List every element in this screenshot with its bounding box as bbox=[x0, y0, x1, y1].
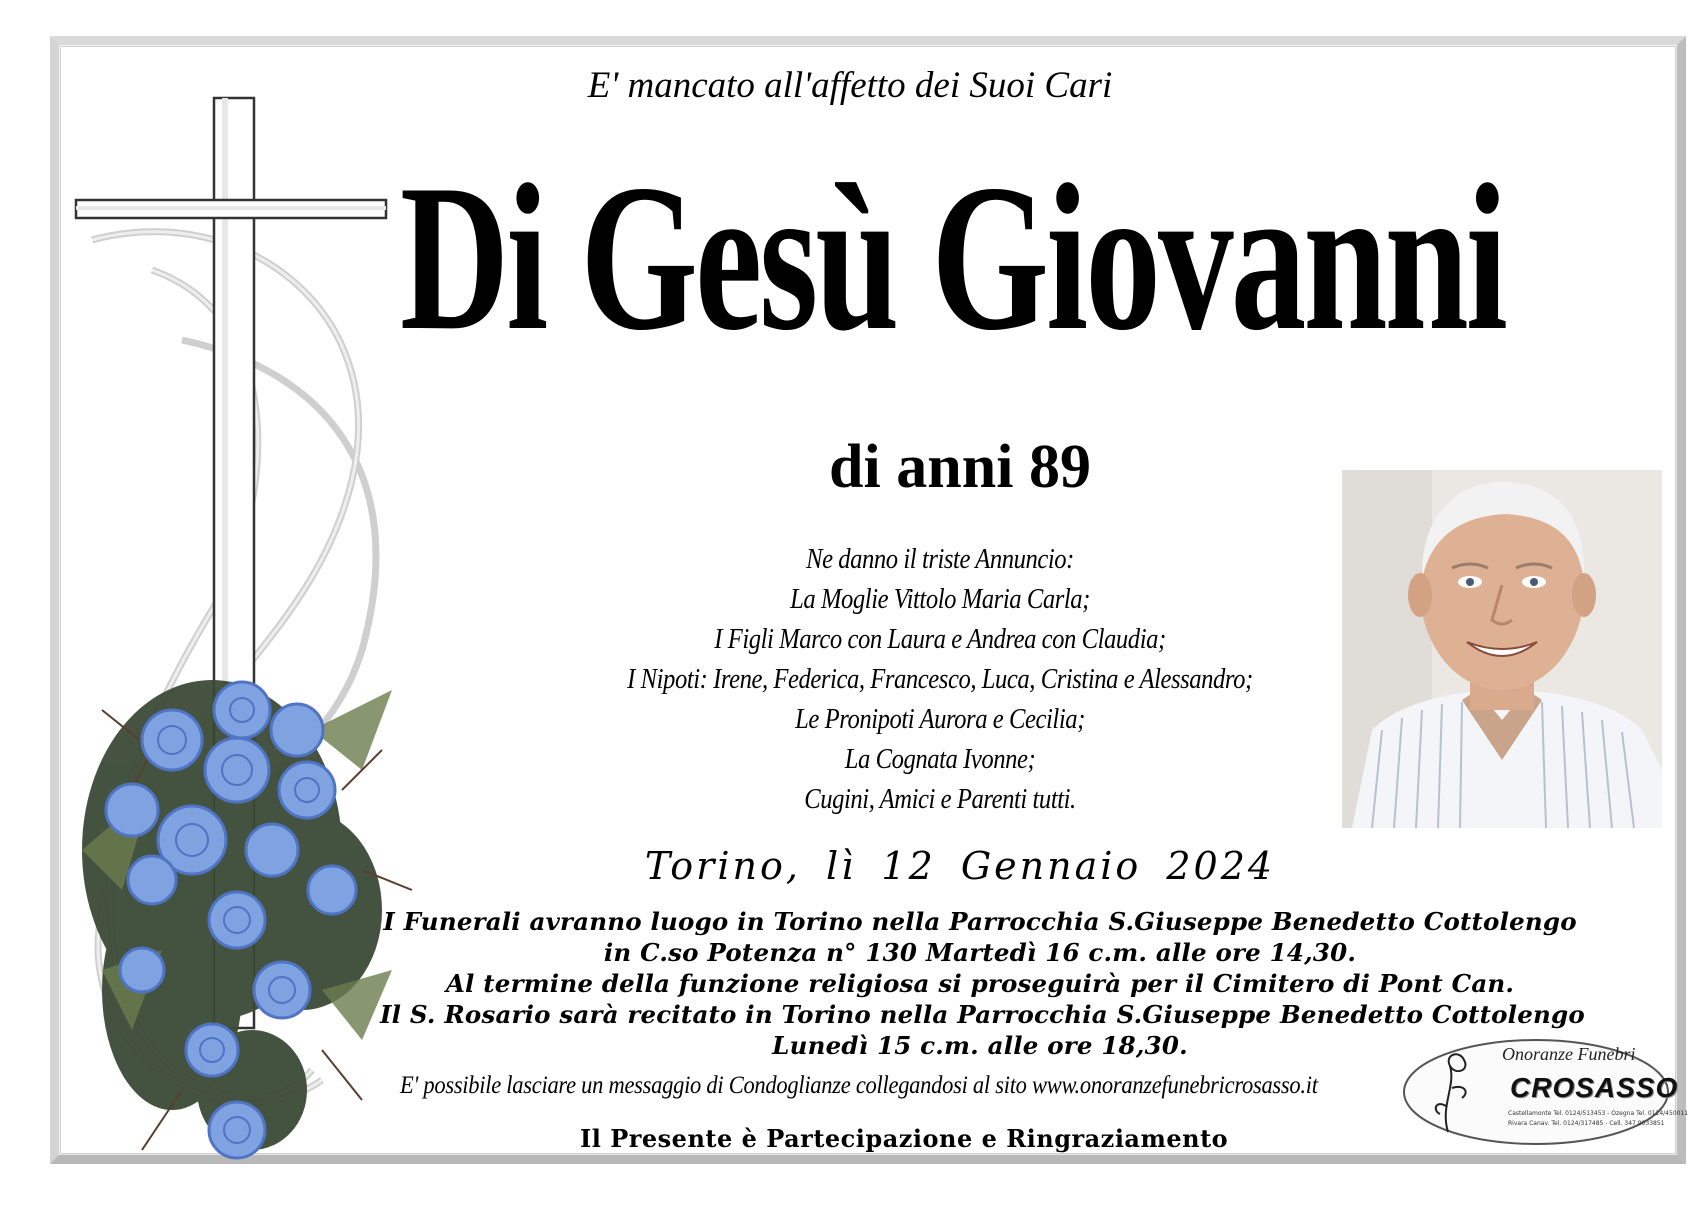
footer-line: Il Presente è Partecipazione e Ringraziamento bbox=[580, 1124, 1229, 1153]
portrait-photo bbox=[1342, 470, 1662, 828]
intro-line: E' mancato all'affetto dei Suoi Cari bbox=[587, 65, 1113, 106]
mourners-line: I Figli Marco con Laura e Andrea con Claudia; bbox=[714, 624, 1166, 655]
deceased-name: Di Gesù Giovanni bbox=[400, 142, 1505, 374]
funeral-line: I Funerali avranno luogo in Torino nella Parrocchia S.Giuseppe Benedetto Cottolengo bbox=[383, 907, 1577, 936]
mourners-line: Le Pronipoti Aurora e Cecilia; bbox=[795, 704, 1085, 735]
logo-contact-line: Rivara Canav. Tel. 0124/317485 - Cell. 347 9033851 bbox=[1508, 1120, 1665, 1127]
mourners-line: La Moglie Vittolo Maria Carla; bbox=[790, 584, 1090, 615]
funeral-line: Lunedì 15 c.m. alle ore 18,30. bbox=[772, 1031, 1188, 1060]
mourners-line: La Cognata Ivonne; bbox=[844, 744, 1036, 775]
logo-name: CROSASSO bbox=[1510, 1072, 1679, 1103]
condolence-note: E' possibile lasciare un messaggio di Condoglianze collegandosi al sito www.onoranzefunebricrosasso.it bbox=[400, 1072, 1318, 1099]
portrait-icon bbox=[1342, 470, 1662, 828]
age-line: di anni 89 bbox=[829, 433, 1091, 501]
logo-contact-line: Castellamonte Tel. 0124/513453 - Ozegna Tel. 0124/450011 bbox=[1508, 1110, 1689, 1117]
mourners-line: I Nipoti: Irene, Federica, Francesco, Luca, Cristina e Alessandro; bbox=[627, 664, 1253, 695]
mourners-list bbox=[540, 540, 1340, 820]
funeral-line: in C.so Potenza n° 130 Martedì 16 c.m. alle ore 14,30. bbox=[603, 938, 1357, 967]
mourners-line: Ne danno il triste Annuncio: bbox=[806, 544, 1074, 575]
funeral-line: Al termine della funzione religiosa si proseguirà per il Cimitero di Pont Can. bbox=[445, 969, 1515, 998]
logo-title: Onoranze Funebri bbox=[1502, 1044, 1636, 1064]
funeral-home-logo bbox=[1400, 1036, 1689, 1148]
mourners-line: Cugini, Amici e Parenti tutti. bbox=[804, 784, 1076, 815]
place-date: Torino, lì 12 Gennaio 2024 bbox=[644, 844, 1276, 888]
funeral-line: Il S. Rosario sarà recitato in Torino nella Parrocchia S.Giuseppe Benedetto Cottolengo bbox=[380, 1000, 1585, 1029]
